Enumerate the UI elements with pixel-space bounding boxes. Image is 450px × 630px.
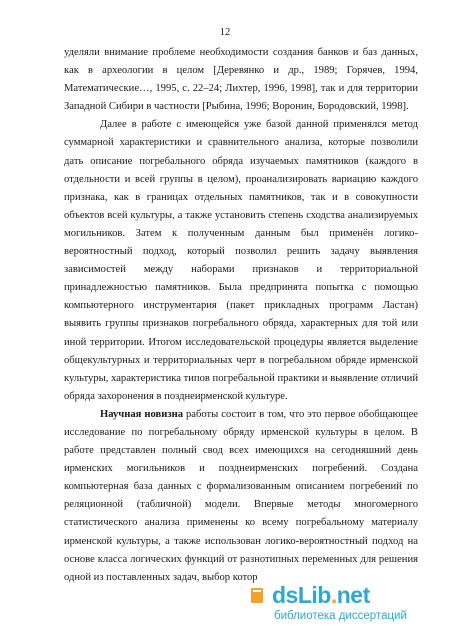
paragraph-novelty — [64, 406, 418, 587]
watermark-subtitle: библиотека диссертаций — [274, 610, 407, 622]
novelty-heading: Научная новизна — [100, 408, 183, 420]
watermark-logo: dsLib.net — [272, 582, 370, 608]
paragraph-sources: уделяли внимание проблеме необходимости создания банков и баз данных, как в археологии в целом [Деревянко и др., 1989; Горячев, 1994, Математические…, 1995, с. 22–24; Лихтер, 1996, 1998], так и для территории Западной Сибири в частности [Рыбина, 1996; Воронин, Бородовский, 1998]. — [64, 47, 418, 113]
watermark — [268, 580, 450, 630]
document-body — [64, 44, 418, 587]
page-number: 12 — [219, 27, 231, 38]
book-icon — [250, 586, 264, 604]
novelty-text: работы состоит в том, что это первое обобщающее исследование по погребальному обряду ирменской культуры в целом. В работе представлен полный свод всех имеющихся на сегодняшний день ирменских могильников и позднеирменских погребений. Создана компьютерная база данных с формализованным описанием погребений по реляционной (табличной) модели. Впервые методы многомерного статистического анализа применены ко всему погребальному материалу ирменской культуры, а также использован логико-вероятностный подход на основе класса логических функций от разнотипных переменных для решения одной из поставленных задач, выбор котор — [64, 408, 418, 583]
paragraph-methods: Далее в работе с имеющейся уже базой данной применялся метод суммарной характеристики и сравнительного анализа, которые позволили дать описание погребального обряда изучаемых памятников (каждого в отдельности и всей группы в целом), проанализировать вариацию каждого признака, как в границах отдельных памятников, так и в совокупности объектов всей культуры, а также установить степень сходства анализируемых могильников. Затем к полученным данным был применён логико-вероятностный подход, который позволил решить задачу выявления зависимостей между наборами признаков и территориальной принадлежностью памятников. Была предпринята попытка с помощью компьютерного инструментария (пакет прикладных программ Ластан) выявить группы признаков погребального обряда, характерных для той или иной территории. Итогом исследовательской процедуры является выделение общекультурных и территориальных черт в погребальном обряде ирменской культуры, характеристика типов погребальной практики и выявление отличий обряда захоронения в позднеирменской культуре. — [64, 119, 418, 402]
